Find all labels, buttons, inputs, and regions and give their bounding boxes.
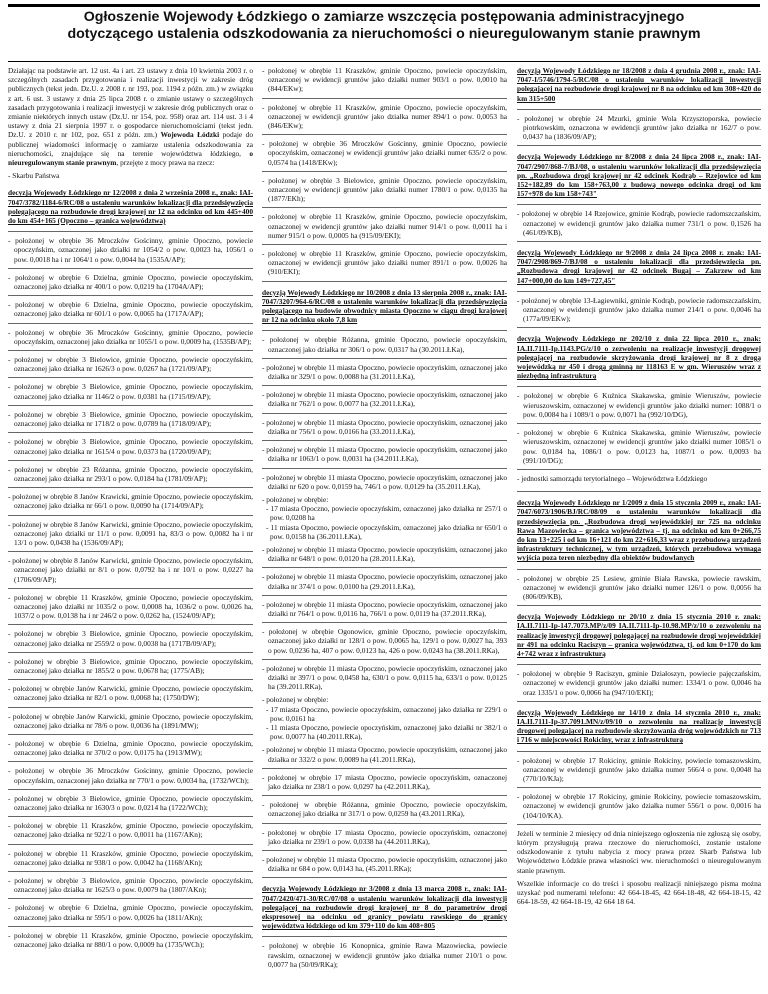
divider — [8, 789, 253, 790]
list-item: - położonej w obrębie 11 Kraszków, gminie Opoczno, powiecie opoczyńskim, oznaczonej w ewidencji gruntów jako działki numer 914/1 o pow. 0,0011 ha i numer 915/1 o pow. 0,0005 ha (915/09/EKI); — [262, 212, 507, 240]
list-item: - położonej w obrębie 23 Różanna, gminie Opoczno, powiecie opoczyńskim, oznaczonej jako działka nr 293/1 o pow. 0,0184 ha (1781/09/AP); — [8, 464, 253, 483]
column-1 — [8, 66, 253, 992]
parcel-list — [517, 114, 761, 142]
sub-list-item: - 11 miasta Opoczno, powiecie opoczyńskim, oznaczonej jako działka nr 650/1 o pow. 0,0158 ha (36.2011.ŁKa), — [266, 522, 507, 541]
divider — [262, 567, 507, 568]
list-item: - położonej w obrębie 6 Kuźnica Skakawska, gminie Wieruszów, powiecie wieruszowskim, oznaczonej w ewidencji gruntów jako działki numer 1085/1 o pow. 0,0184 ha, 1086/1 o pow. 0,0123 ha, 1087/1 o pow. 0,0093 ha (991/10/DG); — [517, 428, 761, 465]
list-item: - położonej w obrębie 3 Bielowice, gminie Opoczno, powiecie opoczyńskim, oznaczonej w ewidencji gruntów jako działki numer 1780/1 o pow. 0,0135 ha (1877/EKh); — [262, 175, 507, 204]
list-item: - położonej w obrębie 11 miasta Opoczno, powiecie opoczyńskim, oznaczonej jako działka nr 332/2 o pow. 0,0089 ha (41.2011.RKa), — [262, 745, 507, 764]
list-item: - położonej w obrębie 25 Lesiew, gminie Biała Rawska, powiecie rawskim, oznaczonej w ewidencji gruntów jako działki numer 126/1 o pow. 0,0056 ha (806/09/KB), — [517, 573, 761, 601]
divider — [262, 468, 507, 469]
sub-list — [262, 705, 507, 742]
divider — [262, 98, 507, 99]
list-item: - położonej w obrębie 36 Mroczków Gościnny, gminie Opoczno, powiecie opoczyńskim, oznaczonej jako działki nr 1054/2 o pow. 0,0023 ha, 1056/1 o pow. 0,0018 ha i nr 1064/1 o pow. 0,0044 ha (1535A/AP); — [8, 236, 253, 264]
parcel-list — [517, 209, 761, 237]
list-item: - położonej w obrębie 11 Kraszków, gminie Opoczno, powiecie opoczyńskim, oznaczonej w ewidencji gruntów jako działki numer 903/1 o pow. 0,0010 ha (844/EKw); — [262, 66, 507, 94]
divider — [262, 440, 507, 441]
list-item: - położonej w obrębie 11 miasta Opoczno, powiecie opoczyńskim, oznaczonej jako działka nr 756/1 o pow. 0,0166 ha (33.2011.ŁKa), — [262, 417, 507, 436]
decision-heading: decyzją Wojewody Łódzkiego nr 202/10 z dnia 22 lipca 2010 r., znak: IA.II.7111-Ip.1143.PG/z/10 o zezwoleniu na realizację inwestycji drogowej polegającej na rozbudowie skrzyżowania drogi krajowej nr 8 z drogą wojewódzką nr 450 i drogą gminną nr 118163 E w gm. Wieruszów wraz z niezbędną infrastrukturą — [517, 334, 761, 381]
divider — [517, 469, 761, 470]
divider — [262, 413, 507, 414]
list-item: - położonej w obrębie 3 Bielowice, gminie Opoczno, powiecie opoczyńskim, oznaczonej jako działka nr 1625/3 o pow. 0,0079 ha (1807/AKn); — [8, 876, 253, 895]
divider — [8, 679, 253, 680]
decision-heading: decyzją Wojewody Łódzkiego nr 3/2008 z dnia 13 marca 2008 r., znak: IAI-7047/2420/471-30/RC/07/08 o ustaleniu warunków lokalizacji dla inwestycji polegającej na rozbudowie drogi krajowej nr 8 do parametrów drogi ekspresowej na odcinku od granicy powiatu rawskiego do granicy województwa łódzkiego od km 379+110 do km 408+805 — [262, 884, 507, 931]
divider — [517, 605, 761, 606]
list-item: - położonej w obrębie 11 Kraszków, gminie Opoczno, powiecie opoczyńskim, oznaczonej jako działka nr 922/1 o pow. 0,0011 ha (1167/AKn); — [8, 821, 253, 840]
divider — [8, 624, 253, 625]
divider — [262, 244, 507, 245]
list-item: - położonej w obrębie 3 Bielowice, gminie Opoczno, powiecie opoczyńskim, oznaczonej jako działka nr 1146/2 o pow. 0,0381 ha (1715/09/AP); — [8, 382, 253, 401]
divider — [262, 385, 507, 386]
owner-label: - Skarbu Państwa — [8, 171, 60, 181]
list-item: - położonej w obrębie Janów Karwicki, gminie Opoczno, powiecie opoczyńskim, oznaczonej jako działka nr 82/1 o pow. 0,0068 ha; (1750/DW); — [8, 684, 253, 703]
divider — [517, 145, 761, 146]
list-item: - położonej w obrębie 16 Konopnica, gminie Rawa Mazowiecka, powiecie rawskim, oznaczonej w ewidencji gruntów jako działka numer 210/1 o pow. 0,0077 ha (50/09/RKa); — [262, 941, 507, 969]
list-item: - położonej w obrębie 8 Janów Krawicki, gminie Opoczno, powiecie opoczyńskim, oznaczonej jako działka nr 66/1 o pow. 0,0090 ha (1714/09/AP); — [8, 492, 253, 511]
divider — [262, 281, 507, 282]
list-item: - położonej w obrębie 9 Raciszyn, gminie Działoszyn, powiecie pajęczańskim, oznaczonej w ewidencji gruntów jako działki numer: 1334/1 o pow. 0,0046 ha oraz 1335/1 o pow. 0,0066 ha (947/10/EKI); — [517, 669, 761, 697]
list-item: - położonej w obrębie 36 Mroczków Gościnny, gminie Opoczno, powiecie opoczyńskim, oznaczonej jako działka nr 770/1 o pow. 0,0034 ha, (1732/WCh); — [8, 766, 253, 785]
decision-heading: decyzją Wojewody Łódzkiego nr 10/2008 z dnia 13 sierpnia 2008 r., znak: IAI-7047/3207/964-6/RC/08 o ustaleniu warunków lokalizacji dla przedsięwzięcia polegającego na budowie obwodnicy miasta Opoczno w ciągu drogi krajowej nr 12 na odcinku około 7,8 km — [262, 287, 507, 325]
list-item: - położonej w obrębie: — [262, 695, 329, 705]
decision-heading: decyzją Wojewody Łódzkiego nr 12/2008 z dnia 2 września 2008 r., znak: IAI-7047/3782/1184-6/RC/08 o ustaleniu warunków lokalizacji dla przedsięwzięcia polegającego na rozbudowie drogi krajowej nr 12 na odcinku od km 445+400 do km 454+165 (Opoczno – granica województwa) — [8, 188, 253, 226]
divider — [517, 423, 761, 424]
intro-text: Działając na podstawie art. 12 ust. 4a i art. 23 ustawy z dnia 10 kwietnia 2003 r. o szczególnych zasadach przygotowania i realizacji inwestycji w zakresie dróg publicznych (tekst jedn. Dz.U. z 2008 r. nr 193, poz. 1194 z późn. zm.) w związku z art. 6 ust. 3 ustawy z dnia 25 lipca 2008 r. o zmianie ustawy o szczególnych zasadach przygotowania i realizacji inwestycji w zakresie dróg publicznych oraz o zmianie niektórych innych ustaw (Dz.U. nr 154, poz. 958) oraz art. 114 ust. 3 i 4 ustawy z dnia 21 sierpnia 1997 r. o gospodarce nieruchomościami (tekst jedn. Dz.U. z 2010 r. nr 102, poz. 651 z późn. zm.) — [8, 66, 253, 140]
list-item: - położonej w obrębie 6 Dzielna, gminie Opoczno, powiecie opoczyńskim, oznaczonej jako działka nr 595/1 o pow. 0,0026 ha (1811/AKn); — [8, 903, 253, 922]
list-item: - położonej w obrębie 6 Dzielna, gminie Opoczno, powiecie opoczyńskim, oznaczonej jako działka nr 370/2 o pow. 0,0175 ha (1913/MW); — [8, 738, 253, 758]
divider — [8, 487, 253, 488]
list-item: - położonej w obrębie 11 Kraszków, gminie Opoczno, powiecie opoczyńskim, oznaczonej w ewidencji gruntów jako działka numer 894/1 o pow. 0,0053 ha (846/EKw); — [262, 102, 507, 131]
divider — [262, 936, 507, 937]
divider — [8, 898, 253, 899]
divider — [262, 207, 507, 208]
list-item: - położonej w obrębie 11 miasta Opoczno, powiecie opoczyńskim, oznaczonej jako działka nr 374/1 o pow. 0,0100 ha (29.2011.ŁKa), — [262, 572, 507, 591]
list-item: - położonej w obrębie 14 Rzejowice, gminie Kodrąb, powiecie radomszczańskim, oznaczonej w ewidencji gruntów jako działka numer 731/1 o pow. 0,1526 ha (461/09/KB), — [517, 209, 761, 237]
list-item: - położonej w obrębie 17 Rokiciny, gminie Rokiciny, powiecie tomaszowskim, oznaczonej w ewidencji gruntów jako działka numer 566/4 o pow. 0,0048 ha (770/10/KJa); — [517, 755, 761, 783]
divider — [8, 323, 253, 324]
sub-list — [262, 504, 507, 541]
divider — [517, 491, 761, 492]
divider — [517, 569, 761, 570]
list-item: - położonej w obrębie 17 miasta Opoczno, powiecie opoczyńskim, oznaczonej jako działka nr 239/1 o pow. 0,0338 ha (44.2011.RKa), — [262, 827, 507, 846]
list-item: - położonej w obrębie 11 miasta Opoczno, powiecie opoczyńskim, oznaczonej jako działka nr 762/1 o pow. 0,0077 ha (32.2011.ŁKa), — [262, 390, 507, 409]
divider — [8, 268, 253, 269]
parcel-list — [262, 745, 507, 873]
parcel-list — [517, 391, 761, 464]
divider — [517, 751, 761, 752]
divider — [8, 377, 253, 378]
list-item: - położonej w obrębie 36 Mroczków Gościnny, gminie Opoczno, powiecie opoczyńskim, oznaczonej w ewidencji gruntów jako działki numer 635/2 o pow. 0,0574 ha (1418/EKw); — [262, 139, 507, 167]
list-item: - położonej w obrębie 3 Bielowice, gminie Opoczno, powiecie opoczyńskim, oznaczonej jako działka nr 1626/3 o pow. 0,0267 ha (1721/09/AP); — [8, 355, 253, 374]
list-item: - położonej w obrębie 11 Kraszków, gminie Opoczno, powiecie opoczyńskim, oznaczonej w ewidencji gruntów jako działki numer 891/1 o pow. 0,0026 ha (910/EKI); — [262, 249, 507, 277]
divider — [8, 926, 253, 927]
divider — [262, 659, 507, 660]
list-item: - położonej w obrębie 11 Kraszków, gminie Opoczno, powiecie opoczyńskim, oznaczonej jako działka nr 880/1 o pow. 0,0009 ha (1735/WCh); — [8, 930, 253, 950]
list-item: - położonej w obrębie 17 Rokiciny, gminie Rokiciny, powiecie tomaszowskim, oznaczonej w ewidencji gruntów jako działka numer 556/1 o pow. 0,0016 ha (104/10/KA). — [517, 792, 761, 820]
decision-heading: decyzją Wojewody Łódzkiego nr 8/2008 z dnia 24 lipca 2008 r., znak: IAI-7047/2907/868-7/BJ/08, o ustaleniu warunków lokalizacji dla przedsięwzięcia pn. „Rozbudowa drogi krajowej nr 42 odcinek Kodrąb – Rzejowice od km 152+182,89 do km 158+763,00 z budową nowego odcinka drogi od km 157+978 do km 158+743" — [517, 152, 761, 199]
intro-text-2: podaje do publicznej wiadomości informację o zamiarze ustalenia odszkodowania za nieruchomości, znajdujące się na terenie województwa łódzkiego, — [8, 130, 253, 158]
divider — [8, 405, 253, 406]
sub-list-item: - 17 miasta Opoczno, powiecie opoczyńskim, oznaczonej jako działka nr 257/1 o pow. 0,0208 ha — [266, 504, 507, 523]
list-item: - położonej w obrębie 3 Bielowice, gminie Opoczno, powiecie opoczyńskim, oznaczonej jako działka nr 1630/3 o pow. 0,0214 ha (1722/WCh); — [8, 793, 253, 812]
list-item: - położonej w obrębie 8 Janów Karwicki, gminie Opoczno, powiecie opoczyńskim, oznaczonej jako działki nr 8/1 o pow. 0,0792 ha i nr 10/1 o pow. 0,0227 ha (1706/09/AP); — [8, 556, 253, 584]
divider — [517, 109, 761, 110]
title-rule — [8, 61, 760, 62]
divider — [517, 701, 761, 702]
owner-label: - jednostki samorządu terytorialnego – Województwa Łódzkiego — [517, 473, 708, 483]
list-item: - położonej w obrębie Różanna, gminie Opoczno, powiecie opoczyńskim, oznaczonej jako działka nr 317/1 o pow. 0,0259 ha (43.2011.RKa), — [262, 800, 507, 819]
list-item: - położonej w obrębie Różanna, gminie Opoczno, powiecie opoczyńskim, oznaczonej jako działka nr 306/1 o pow. 0,0317 ha (30.2011.ŁKa), — [262, 335, 507, 354]
intro-bold-2: o nieuregulowanym stanie prawnym — [8, 148, 253, 168]
list-item: - położonej w obrębie 3 Bielowice, gminie Opoczno, powiecie opoczyńskim, oznaczonej jako działka nr 1615/4 o pow. 0,0373 ha (1720/09/AP); — [8, 437, 253, 456]
sub-list-item: - 11 miasta Opoczno, powiecie opoczyńskim, oznaczonej jako działki nr 382/1 o pow. 0,0077 ha (40.2011.RKa), — [266, 722, 507, 742]
divider — [8, 707, 253, 708]
parcel-list — [517, 756, 761, 820]
decision-heading: decyzją Wojewody Łódzkiego nr 20/10 z dnia 15 stycznia 2010 r. znak: IA.II.7111-Ip-147.7073.MP/z/09 IA.II.7111-Ip-10.98.MP/z/10 o zezwoleniu na realizację inwestycji drogowej polegającej na rozbudowie drogi wojewódzkiej nr 491 na odcinku Raciszyn – granica województwa, tj. od km 0+170 do km 4+742 wraz z infrastrukturą — [517, 612, 761, 658]
list-item: - położonej w obrębie Janów Karwicki, gminie Opoczno, powiecie opoczyńskim, oznaczonej jako działka nr 78/6 o pow. 0,0036 ha (1891/MW); — [8, 711, 253, 730]
decision-heading: decyzją Wojewody Łódzkiego nr 18/2008 z dnia 4 grudnia 2008 r., znak: IAI-7047-I/5746/1794-5/RC/08 o ustaleniu warunków lokalizacji inwestycji polegającej na rozbudowie drogi krajowej nr 8 na odcinku od km 308+420 do km 315+500 — [517, 66, 761, 103]
list-item: - położonej w obrębie 11 miasta Opoczno, powiecie opoczyńskim, oznaczonej jako działka nr 684 o pow. 0,0143 ha, (45.2011.RKa); — [262, 855, 507, 874]
divider — [262, 622, 507, 623]
list-item: - położonej w obrębie 17 miasta Opoczno, powiecie opoczyńskim, oznaczonej jako działka nr 238/1 o pow. 0,0297 ha (42.2011.RKa), — [262, 772, 507, 791]
intro-paragraph — [8, 66, 253, 167]
column-3 — [517, 66, 761, 992]
divider — [262, 171, 507, 172]
divider — [8, 652, 253, 653]
list-item: - położonej w obrębie 3 Bielowice, gminie Opoczno, powiecie opoczyńskim, oznaczonej jako działka nr 1718/2 o pow. 0,0789 ha (1718/09/AP); — [8, 409, 253, 429]
parcel-list — [262, 335, 507, 490]
closing-paragraph: Jeżeli w terminie 2 miesięcy od dnia niniejszego ogłoszenia nie zgłoszą się osoby, którym przysługują prawa rzeczowe do nieruchomości, zostanie ustalone odszkodowanie z tytułu nabycia z mocy prawa przez Skarb Państwa lub Województwo Łódzkie prawa własności ww. nieruchomości o nieuregulowanym stanie prawnym. — [517, 828, 761, 875]
list-item: - położonej w obrębie 11 Kraszków, gminie Opoczno, powiecie opoczyńskim, oznaczonej jako działki nr 1035/2 o pow. 0,0008 ha, 1036/2 o pow. 0,0026 ha, 1037/2 o pow. 0,0138 ha i nr 246/2 o pow. 0,0262 ha, (1524/09/AP); — [8, 592, 253, 621]
divider — [517, 327, 761, 328]
divider — [262, 823, 507, 824]
divider — [262, 795, 507, 796]
list-item: - położonej w obrębie 11 miasta Opoczno, powiecie opoczyńskim, oznaczonej jako działki nr 620 o pow. 0,0159 ha, 746/1 o pow. 0,0129 ha (35.2011.ŁKa), — [262, 472, 507, 491]
title-line-1: Ogłoszenie Wojewody Łódzkiego o zamiarze wszczęcia postępowania administracyjnego — [83, 9, 685, 25]
list-item: - położonej w obrębie 11 miasta Opoczno, powiecie opoczyńskim, oznaczonej jako działka nr 648/1 o pow. 0,0120 ha (28.2011.ŁKa), — [262, 544, 507, 564]
divider — [517, 204, 761, 205]
list-item: - położonej w obrębie 6 Dzielna, gminie Opoczno, powiecie opoczyńskim, oznaczonej jako działka nr 601/1 o pow. 0,0065 ha (1717A/AP); — [8, 300, 253, 319]
decision-heading: decyzją Wojewody Łódzkiego nr 14/10 z dnia 14 stycznia 2010 r., znak: IA.II.7111-Ip-37.7091.MN/z/09/10 o zezwoleniu na realizację inwestycji drogowej polegającej na rozbudowie skrzyżowania dróg wojewódzkich nr 713 i 716 w miejscowości Rokiciny, wraz z infrastrukturą — [517, 707, 761, 745]
divider — [8, 871, 253, 872]
divider — [517, 824, 761, 825]
intro-text-3: , przejęte z mocy prawa na rzecz: — [116, 158, 215, 168]
divider — [262, 768, 507, 769]
list-item: - położonej w obrębie 3 Bielowice, gminie Opoczno, powiecie opoczyńskim, oznaczonej jako działka nr 1855/2 o pow. 0,0678 ha; (1775/AB); — [8, 656, 253, 675]
decision-heading: decyzją Wojewody Łódzkiego nr 9/2008 z dnia 24 lipca 2008 r. znak: IAI-7047/2908/869-7/BJ/08 o ustaleniu lokalizacji dla przedsięwzięcia pn. „Rozbudowa drogi krajowej nr 42 odcinek Bugaj – Zakrzew od km 147+000,00 do km 149+727,45" — [517, 248, 761, 285]
list-item: - położonej w obrębie 36 Mroczków Gościnny, gminie Opoczno, powiecie opoczyńskim, oznaczonej jako działka nr 1055/1 o pow. 0,0009 ha, (1535B/AP); — [8, 327, 253, 346]
divider — [517, 291, 761, 292]
contact-paragraph: Wszelkie informacje co do treści i sposobu realizacji niniejszego pisma można uzyskać pod numerami telefonu: 42 664-18-45, 42 664-18-48, 42 664-18-15, 42 664-18-59, 42 664-18-19, 42 664 18 64. — [517, 878, 761, 907]
list-item: - położonej w obrębie 13-Łagiewniki, gminie Kodrąb, powiecie radomszczańskim, oznaczonej w ewidencji gruntów jako działka numer 214/1 o pow. 0,0046 ha (177a/09/EKw); — [517, 295, 761, 324]
divider — [262, 595, 507, 596]
parcel-list — [262, 545, 507, 691]
divider — [262, 358, 507, 359]
intro-bold: Wojewoda Łódzki — [160, 130, 220, 140]
page-title — [8, 9, 760, 43]
parcel-list — [517, 669, 761, 697]
divider — [8, 551, 253, 552]
column-2 — [262, 66, 507, 992]
sub-list-item: - 17 miasta Opoczno, powiecie opoczyńskim, oznaczonej jako działka nr 229/1 o pow. 0,0161 ha — [266, 704, 507, 723]
list-item: - położonej w obrębie 11 miasta Opoczno, powiecie opoczyńskim, oznaczonej jako działka nr 329/1 o pow. 0,0088 ha (31.2011.ŁKa), — [262, 362, 507, 382]
list-item: - położonej w obrębie 6 Dzielna, gminie Opoczno, powiecie opoczyńskim, oznaczonej jako działka nr 400/1 o pow. 0,0219 ha (1704A/AP); — [8, 272, 253, 292]
divider — [8, 460, 253, 461]
parcel-list — [262, 941, 507, 969]
divider — [8, 816, 253, 817]
divider — [517, 241, 761, 242]
divider — [8, 761, 253, 762]
list-item: - położonej w obrębie 11 miasta Opoczno, powiecie opoczyńskim, oznaczonej jako działka nr 1063/1 o pow. 0,0031 ha (34.2011.ŁKa), — [262, 445, 507, 464]
top-rule — [8, 4, 760, 7]
divider — [517, 787, 761, 788]
divider — [517, 386, 761, 387]
parcel-list — [262, 66, 507, 277]
divider — [517, 664, 761, 665]
decision-heading: decyzją Wojewody Łódzkiego nr 1/2009 z dnia 15 stycznia 2009 r., znak: IAI-7047/6073/1906/BJ/RC/08/09 o ustaleniu warunków lokalizacji dla przedsięwzięcia pn. „Rozbudowa drogi wojewódzkiej nr 725 na odcinku Rawa Mazowiecka – granica województwa – tj. na odcinku od km 0+266,75 do km 13+225 i od km 16+121 do km 22+616,33 wraz z przebudową urządzeń infrastruktury technicznej, w tym urządzeń, których przebudowa wymaga wyjścia poza teren niezbędny dla obiektów budowlanych — [517, 498, 761, 563]
list-item: - położonej w obrębie Ogonowice, gminie Opoczno, powiecie opoczyńskim, oznaczonej jako działki nr 128/1 o pow. 0,0065 ha, 129/1 o pow. 0,0027 ha, 393 o pow. 0,0236 ha, 407 o pow. 0,0123 ha, 426 o pow. 0,0243 ha (38.2011.RKa), — [262, 627, 507, 655]
divider — [262, 330, 507, 331]
parcel-list — [517, 574, 761, 602]
list-item: - położonej w obrębie: — [262, 494, 329, 504]
list-item: - położonej w obrębie 11 miasta Opoczno, powiecie opoczyńskim, oznaczonej jako działki nr 764/1 o pow. 0,0116 ha, 766/1 o pow. 0,0119 ha (37.2011.RKa), — [262, 599, 507, 618]
list-item: - położonej w obrębie 6 Kuźnica Skakawska, gminie Wieruszów, powiecie wieruszowskim, oznaczonej w ewidencji gruntów jako działki numer: 1088/1 o pow. 0,0084 ha i 1089/1 o pow. 0,0071 ha (992/10/DG), — [517, 391, 761, 419]
list-item: - położonej w obrębie 11 Kraszków, gminie Opoczno, powiecie opoczyńskim, oznaczonej jako działka nr 938/1 o pow. 0,0042 ha (1168/AKn); — [8, 848, 253, 867]
divider — [8, 734, 253, 735]
list-item: - położonej w obrębie 24 Mzurki, gminie Wola Krzysztoporska, powiecie piotrkowskim, oznaczona w ewidencji gruntów jako działka nr 162/7 o pow. 0,0437 ha (1836/09/AP); — [517, 113, 761, 142]
divider — [262, 877, 507, 878]
divider — [8, 844, 253, 845]
title-line-2: dotyczącego ustalenia odszkodowania za nieruchomości o nieuregulowanym stanie prawnym — [67, 26, 701, 42]
divider — [8, 588, 253, 589]
divider — [8, 295, 253, 296]
divider — [8, 350, 253, 351]
parcel-list — [517, 296, 761, 324]
list-item: - położonej w obrębie 8 Janów Karwicki, gminie Opoczno, powiecie opoczyńskim, oznaczonej jako działki nr 11/1 o pow. 0,0091 ha, 83/3 o pow. 0,0082 ha i nr 13/1 o pow. 0,0438 ha (1536/09/AP); — [8, 519, 253, 547]
list-item: - położonej w obrębie 11 miasta Opoczno, powiecie opoczyńskim, oznaczonej jako działki nr 397/1 o pow. 0,0458 ha, 630/1 o pow. 0,0115 ha, 633/1 o pow. 0,0125 ha (39.2011.RKa), — [262, 663, 507, 692]
list-item: - położonej w obrębie 3 Bielowice, gminie Opoczno, powiecie opoczyńskim, oznaczonej jako działka nr 2559/2 o pow. 0,0038 ha (1717B/09/AP); — [8, 629, 253, 648]
parcel-list — [8, 236, 253, 949]
divider — [8, 515, 253, 516]
divider — [262, 850, 507, 851]
divider — [8, 432, 253, 433]
divider — [8, 231, 253, 232]
divider — [262, 134, 507, 135]
